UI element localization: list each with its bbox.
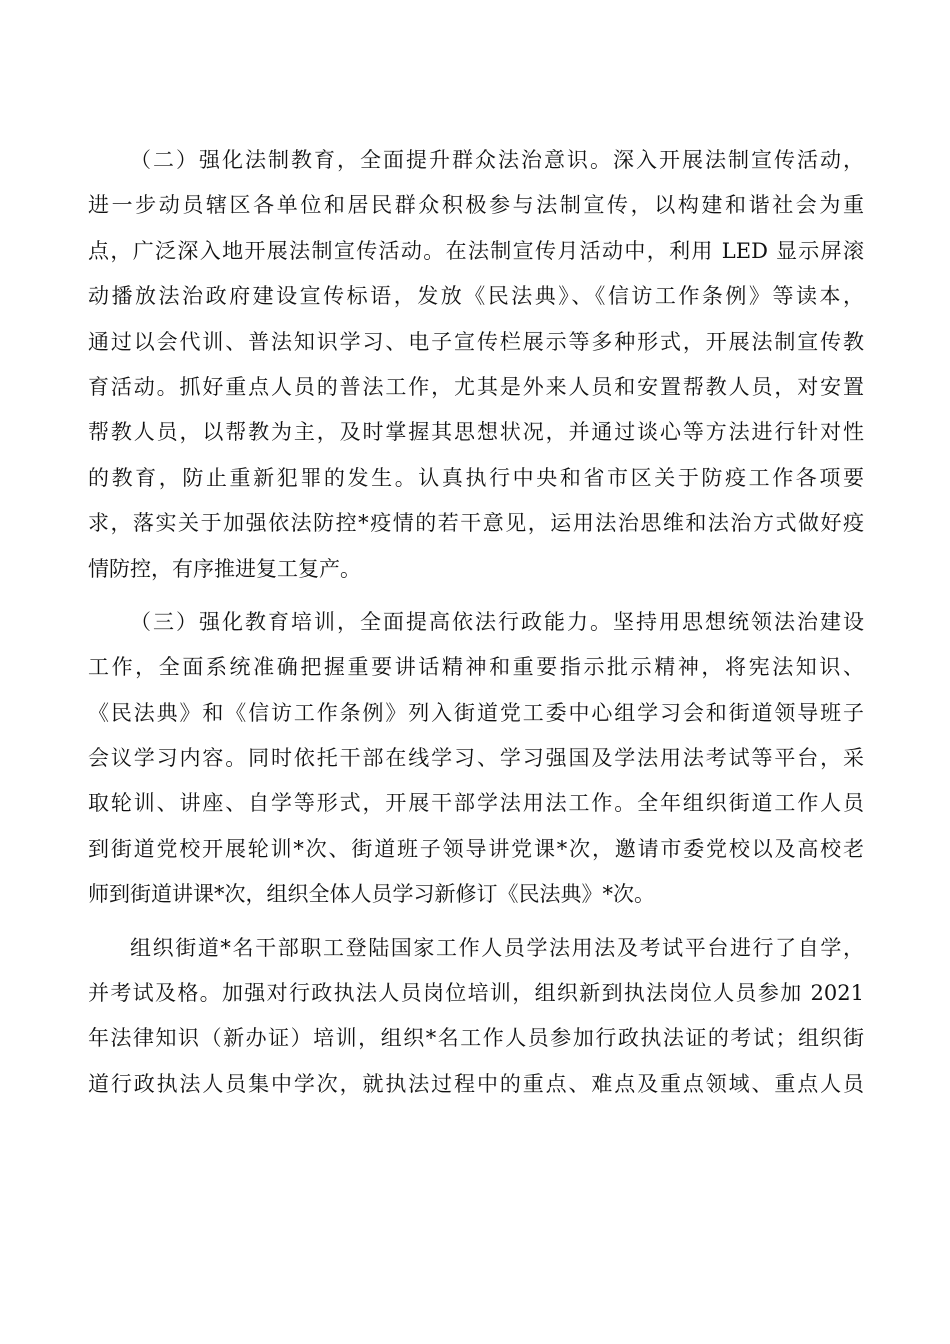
paragraph-legal-education (88, 138, 864, 592)
text-line: 情防控，有序推进复工复产。 (88, 556, 361, 581)
text-line: 工作，全面系统准确把握重要讲话精神和重要指示批示精神，将宪法知识、 (88, 655, 864, 680)
text-line: 求，落实关于加强依法防控*疫情的若干意见，运用法治思维和法治方式做好疫 (88, 511, 864, 536)
text-line: 通过以会代训、普法知识学习、电子宣传栏展示等多种形式，开展法制宣传教 (88, 329, 864, 354)
text-line: 道行政执法人员集中学次，就执法过程中的重点、难点及重点领域、重点人员 (88, 1071, 864, 1096)
text-line: 的教育，防止重新犯罪的发生。认真执行中央和省市区关于防疫工作各项要 (88, 465, 864, 490)
text-line: 育活动。抓好重点人员的普法工作，尤其是外来人员和安置帮教人员，对安置 (88, 374, 864, 399)
text-line: 帮教人员，以帮教为主，及时掌握其思想状况，并通过谈心等方法进行针对性 (88, 420, 864, 445)
text-line: 并考试及格。加强对行政执法人员岗位培训，组织新到执法岗位人员参加 2021 (88, 981, 864, 1006)
text-line: 《民法典》和《信访工作条例》列入街道党工委中心组学习会和街道领导班子 (88, 700, 864, 725)
text-line: 组织街道*名干部职工登陆国家工作人员学法用法及考试平台进行了自学， (130, 935, 864, 960)
paragraph-self-study (88, 926, 864, 1108)
text-line: 到街道党校开展轮训*次、街道班子领导讲党课*次，邀请市委党校以及高校老 (88, 836, 864, 861)
text-line: 年法律知识（新办证）培训，组织*名工作人员参加行政执法证的考试；组织街 (88, 1026, 864, 1051)
text-line: （二）强化法制教育，全面提升群众法治意识。深入开展法制宣传活动， (130, 148, 864, 172)
paragraph-education-training (88, 600, 864, 918)
text-line: 会议学习内容。同时依托干部在线学习、学习强国及学法用法考试等平台，采 (88, 746, 864, 771)
text-line: 取轮训、讲座、自学等形式，开展干部学法用法工作。全年组织街道工作人员 (88, 791, 864, 816)
text-line: 动播放法治政府建设宣传标语，发放《民法典》、《信访工作条例》等读本， (88, 284, 864, 309)
text-line: （三）强化教育培训，全面提高依法行政能力。坚持用思想统领法治建设 (130, 609, 864, 634)
document-body (88, 138, 864, 1115)
text-line: 进一步动员辖区各单位和居民群众积极参与法制宣传，以构建和谐社会为重 (88, 193, 864, 218)
text-line: 师到街道讲课*次，组织全体人员学习新修订《民法典》*次。 (88, 882, 655, 907)
text-line: 点，广泛深入地开展法制宣传活动。在法制宣传月活动中，利用 LED 显示屏滚 (88, 238, 864, 263)
